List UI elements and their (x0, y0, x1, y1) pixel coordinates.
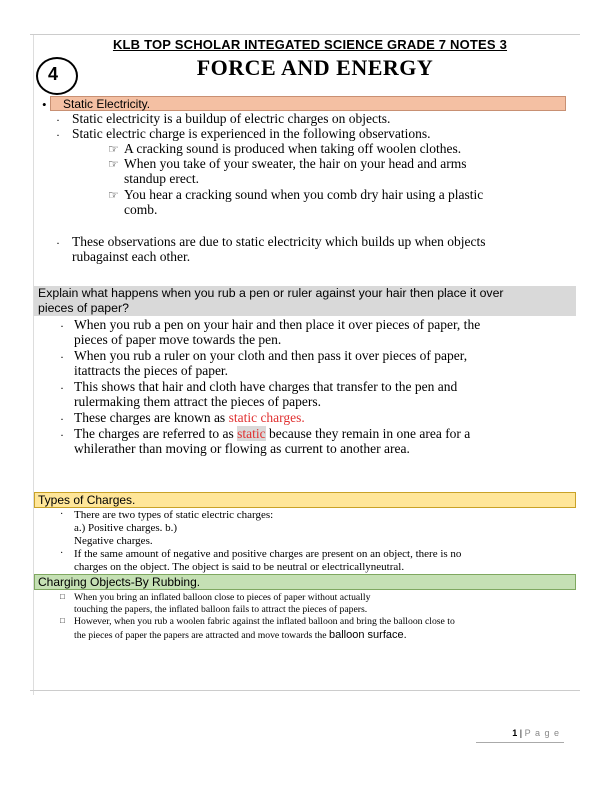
answer: When you rub a ruler on your cloth and then pass it over pieces of paper, (74, 348, 468, 363)
page-number: 1 (512, 728, 518, 738)
observation: When you take of your sweater, the hair on your head and arms (124, 156, 467, 171)
pointing-hand-icon: ☞ (108, 157, 119, 171)
section-heading-static-electricity: Static Electricity. (50, 96, 566, 111)
balloon-surface-text: balloon surface. (329, 629, 407, 641)
bullet-icon: · (60, 350, 64, 364)
unit-number-badge (36, 57, 78, 95)
bullet-icon: · (60, 428, 64, 442)
paragraph: These observations are due to static electricity which builds up when objects (72, 234, 486, 249)
footer-rule (476, 742, 564, 743)
paragraph: When you bring an inflated balloon close to pieces of paper without actually (74, 592, 371, 603)
paragraph: If the same amount of negative and positive charges are present on an object, there is no (74, 548, 462, 560)
answer (74, 426, 470, 441)
page-footer (470, 728, 560, 738)
static-charges-term: static charges. (228, 410, 305, 425)
question-line: pieces of paper? (38, 301, 129, 315)
bullet-icon: · (56, 113, 60, 127)
paragraph-continued (74, 629, 407, 642)
top-rule (30, 34, 580, 35)
observation-continued: comb. (124, 202, 158, 217)
paragraph-continued: rubagainst each other. (72, 249, 191, 264)
bottom-rule (30, 690, 580, 691)
paragraph: Static electric charge is experienced in the following observations. (72, 126, 431, 141)
answer-continued: itattracts the pieces of paper. (74, 363, 229, 378)
bullet-icon: · (60, 548, 64, 559)
page-label: P a g e (524, 728, 560, 738)
bullet-icon: · (60, 319, 64, 333)
pointing-hand-icon: ☞ (108, 188, 119, 202)
list-item: Negative charges. (74, 535, 153, 547)
bullet-icon: □ (60, 592, 65, 601)
question-line: Explain what happens when you rub a pen or ruler against your hair then place it over (38, 286, 504, 300)
bullet-icon: · (60, 381, 64, 395)
observation: You hear a cracking sound when you comb dry hair using a plastic (124, 187, 484, 202)
answer-continued: pieces of paper move towards the pen. (74, 332, 282, 347)
answer-text: because they remain in one area for a (265, 426, 471, 441)
question-heading (34, 286, 576, 316)
unit-number: 4 (48, 64, 59, 84)
bullet-icon: · (56, 236, 60, 250)
answer-text: These charges are known as (74, 410, 229, 425)
answer-continued: whilerather than moving or flowing as current to another area. (74, 441, 410, 456)
pointing-hand-icon: ☞ (108, 142, 119, 156)
paragraph-continued: touching the papers, the inflated balloon fails to attract the pieces of papers. (74, 604, 368, 615)
bullet-icon: · (60, 509, 64, 520)
list-item: a.) Positive charges. b.) (74, 522, 178, 534)
bullet-icon: □ (60, 616, 65, 625)
course-header: KLB TOP SCHOLAR INTEGATED SCIENCE GRADE 7 NOTES 3 (112, 37, 508, 52)
page-separator: | (517, 728, 525, 738)
left-rule (33, 35, 34, 695)
static-term-highlight: static (237, 426, 266, 441)
answer (74, 410, 305, 425)
bullet-icon: · (60, 412, 64, 426)
bullet-icon: · (56, 128, 60, 142)
answer-continued: rulermaking them attract the pieces of papers. (74, 394, 322, 409)
section-heading-charging-by-rubbing: Charging Objects-By Rubbing. (34, 574, 576, 590)
paragraph: However, when you rub a woolen fabric against the inflated balloon and bring the balloon close to (74, 616, 455, 627)
paragraph: There are two types of static electric charges: (74, 509, 274, 521)
observation: A cracking sound is produced when taking off woolen clothes. (124, 141, 462, 156)
answer: When you rub a pen on your hair and then place it over pieces of paper, the (74, 317, 481, 332)
paragraph: Static electricity is a buildup of electric charges on objects. (72, 111, 391, 126)
paragraph-text: the pieces of paper the papers are attracted and move towards the (74, 630, 329, 641)
bullet-icon: • (42, 97, 47, 112)
unit-title: FORCE AND ENERGY (196, 55, 434, 80)
section-heading-types-of-charges: Types of Charges. (34, 492, 576, 508)
observation-continued: standup erect. (124, 171, 199, 186)
answer: This shows that hair and cloth have charges that transfer to the pen and (74, 379, 458, 394)
paragraph-continued: charges on the object. The object is said to be neutral or electricallyneutral. (74, 561, 405, 573)
answer-text: The charges are referred to as (74, 426, 238, 441)
